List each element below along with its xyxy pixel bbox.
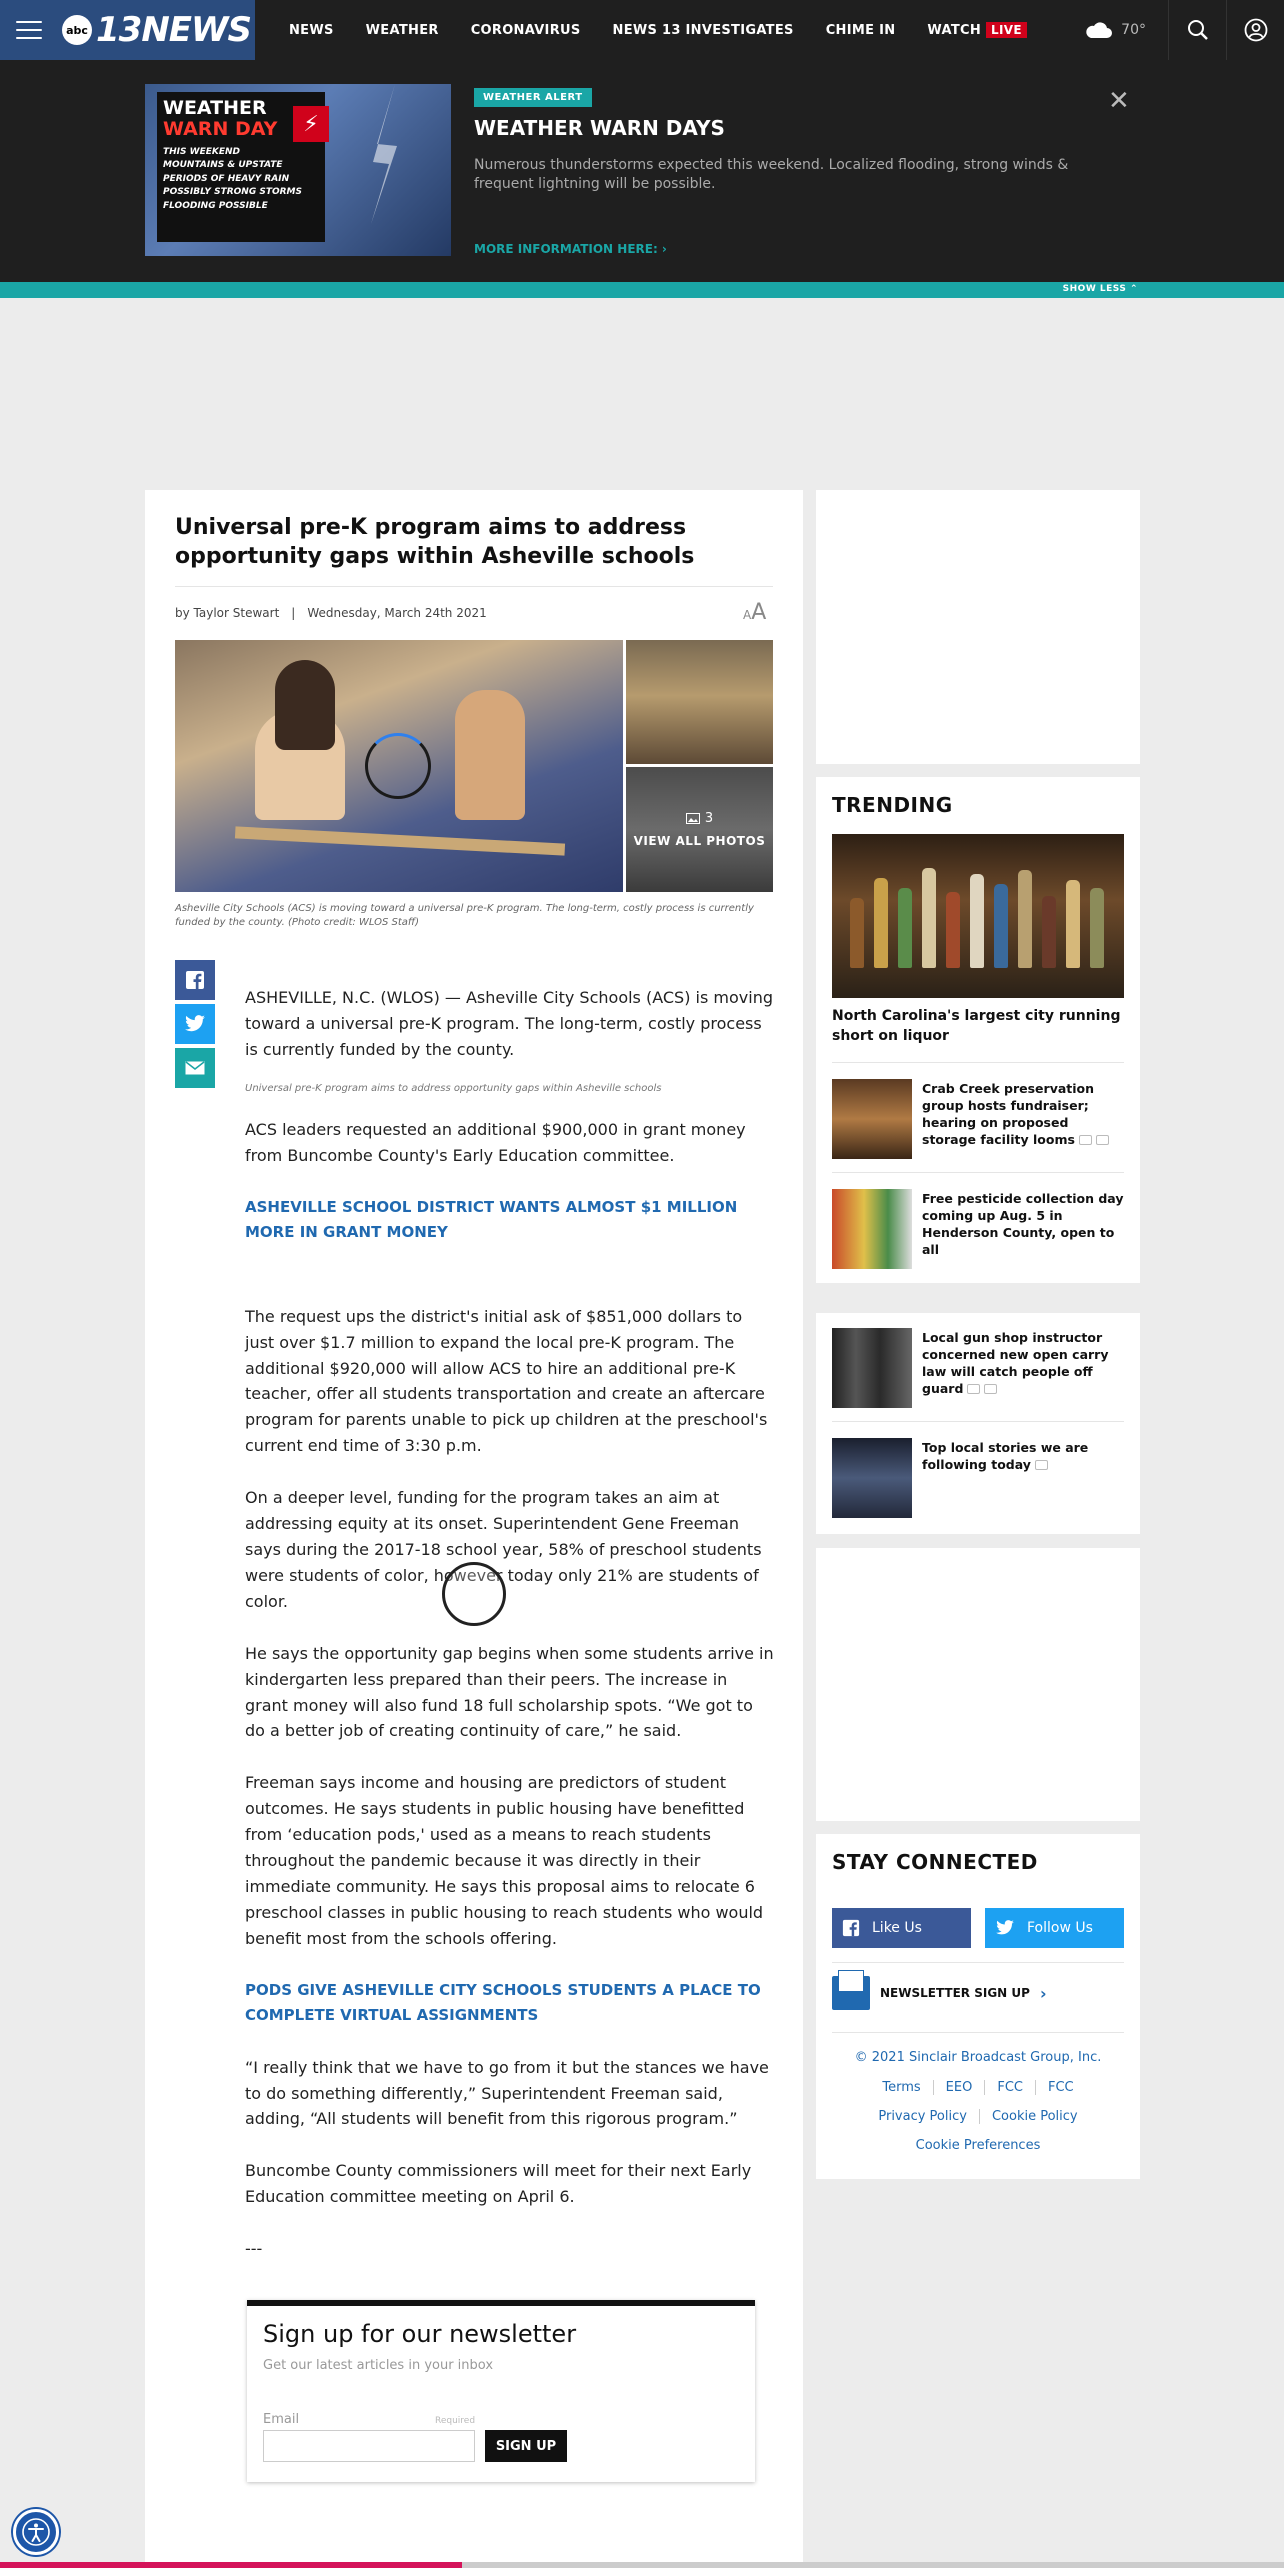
bottle-graphic (994, 884, 1008, 968)
nav-watch-label: WATCH (927, 22, 982, 38)
show-less-button[interactable]: SHOW LESS ⌃ (1062, 284, 1138, 294)
trending-widget (816, 777, 1140, 1534)
trending-hero-title[interactable]: North Carolina's largest city running short on liquor (832, 1008, 1121, 1044)
paragraph: On a deeper level, funding for the program takes an aim at addressing equity at its onset. Superintendent Gene Freeman says during the 2017-18 school year, 58% of preschool students were students of color, however today only 21% are students of color. (245, 1488, 762, 1611)
close-icon[interactable]: ✕ (1108, 86, 1130, 116)
trending-item[interactable] (832, 1189, 1124, 1269)
live-badge: LIVE (986, 22, 1027, 38)
envelope-icon (832, 1976, 870, 2010)
font-size-icon[interactable]: AA (743, 600, 767, 625)
photo-thumbnail[interactable] (626, 640, 773, 764)
video-icon (1079, 1135, 1092, 1145)
loading-spinner-icon (365, 733, 431, 799)
search-icon (1187, 19, 1209, 41)
twitter-icon (995, 1920, 1015, 1936)
paragraph: Buncombe County commissioners will meet for their next Early Education committee meeting on April 6. (245, 2161, 752, 2207)
newsletter-signup-label: NEWSLETTER SIGN UP (880, 1986, 1030, 2000)
warn-line: FLOODING POSSIBLE (163, 200, 268, 211)
video-icon (967, 1384, 980, 1394)
divider (175, 586, 773, 587)
alert-tag: WEATHER ALERT (474, 88, 592, 107)
photo-count-value: 3 (704, 811, 714, 826)
bottle-graphic (946, 892, 960, 968)
nav-chime-in[interactable]: CHIME IN (825, 22, 896, 38)
trending-item-title: Free pesticide collection day coming up Aug. 5 in Henderson County, open to all (922, 1191, 1124, 1257)
photo-icon (984, 1384, 997, 1394)
like-us-label: Like Us (872, 1920, 922, 1936)
cookie-policy-link[interactable]: Cookie Policy (991, 2109, 1078, 2124)
chevron-right-icon: › (1039, 1983, 1047, 2003)
like-us-button[interactable] (832, 1908, 971, 1948)
follow-us-label: Follow Us (1027, 1920, 1093, 1936)
cloud-icon (1083, 20, 1113, 40)
warn-title-1: WEATHER (163, 97, 267, 119)
loading-circle-icon (442, 1562, 506, 1626)
bottle-graphic (1042, 896, 1056, 968)
paragraph: “I really think that we have to go from it but the stances we have to do something differently,” Superintendent Freeman said, adding, “All students will benefit from this rigorous program.” (245, 2057, 769, 2129)
reading-progress-fill (0, 2562, 462, 2568)
inline-caption: Universal pre-K program aims to address opportunity gaps within Asheville schools (245, 1082, 662, 1094)
headline: Universal pre-K program aims to address opportunity gaps within Asheville schools (175, 515, 695, 569)
bottle-graphic (922, 868, 936, 968)
accessibility-button[interactable] (13, 2509, 59, 2555)
view-all-photos[interactable] (626, 767, 773, 892)
email-label: Email (263, 2412, 300, 2427)
trending-item-text: Top local stories we are following today (922, 1440, 1089, 1472)
nav-news[interactable]: NEWS (289, 22, 334, 38)
warn-line: POSSIBLY STRONG STORMS (163, 187, 302, 198)
ad-slot (816, 490, 1140, 764)
footer-links (832, 2080, 1124, 2095)
bottle-graphic (874, 878, 888, 968)
divider (832, 2032, 1124, 2033)
nav-weather[interactable]: WEATHER (365, 22, 439, 38)
trending-item-text: Local gun shop instructor concerned new open carry law will catch people off guard (922, 1330, 1109, 1396)
site-logo[interactable] (62, 10, 251, 50)
menu-icon[interactable] (16, 21, 42, 39)
related-link[interactable]: PODS GIVE ASHEVILLE CITY SCHOOLS STUDENTS A PLACE TO COMPLETE VIRTUAL ASSIGNMENTS (245, 1980, 761, 2025)
accessibility-icon (21, 2517, 51, 2547)
logo-text: 13NEWS (96, 10, 251, 50)
bottle-graphic (1018, 870, 1032, 968)
trending-item[interactable] (832, 1438, 1124, 1518)
photo-figure (455, 690, 525, 820)
eeo-link[interactable]: EEO (934, 2080, 986, 2095)
bottle-graphic (850, 898, 864, 968)
article (145, 490, 803, 2568)
bottle-graphic (1066, 880, 1080, 968)
twitter-icon (184, 1015, 206, 1033)
trending-thumbnail (832, 1328, 912, 1408)
photo-board (235, 826, 565, 855)
video-icon (1035, 1460, 1048, 1470)
share-email-button[interactable] (175, 1048, 215, 1088)
email-field[interactable] (263, 2430, 475, 2462)
newsletter-signup-link[interactable] (832, 1976, 1047, 2010)
nav-coronavirus[interactable]: CORONAVIRUS (470, 22, 581, 38)
paragraph: He says the opportunity gap begins when some students arrive in kindergarten less prepared than their peers. The increase in grant money will also fund 18 full scholarship spots. “We got to do a better job of creating continuity of care,” he said. (245, 1643, 774, 1741)
divider (832, 1172, 1124, 1173)
trending-item-title (922, 1330, 1124, 1398)
fcc-link[interactable]: FCC (985, 2080, 1036, 2095)
weather-widget[interactable] (1061, 0, 1168, 60)
email-icon (185, 1061, 205, 1075)
trending-thumbnail (832, 1079, 912, 1159)
cookie-preferences-link[interactable]: Cookie Preferences (915, 2138, 1041, 2153)
trending-item-title (922, 1081, 1124, 1149)
paragraph: --- (245, 2239, 263, 2259)
trending-item[interactable] (832, 1079, 1124, 1159)
stay-connected-title: STAY CONNECTED (832, 1850, 1038, 1874)
bottle-graphic (1090, 888, 1104, 968)
alert-more-link[interactable]: MORE INFORMATION HERE: › (474, 242, 667, 256)
sign-up-button[interactable]: SIGN UP (485, 2430, 567, 2462)
photo-caption: Asheville City Schools (ACS) is moving toward a universal pre-K program. The long-term, costly process is currently funded by the county. (Photo credit: WLOS Staff) (175, 903, 754, 928)
facebook-icon (185, 970, 205, 990)
trending-item[interactable] (832, 1328, 1124, 1408)
newsletter-title: Sign up for our newsletter (263, 2320, 577, 2348)
stay-connected-widget (816, 1834, 1140, 2179)
bolt-icon: ⚡ (293, 106, 329, 142)
section-gap (816, 1283, 1140, 1313)
article-body (245, 985, 775, 2288)
share-bar (175, 960, 215, 1088)
divider (832, 1421, 1124, 1422)
warn-line: MOUNTAINS & UPSTATE (163, 160, 283, 171)
user-icon (1244, 18, 1268, 42)
logo-block (0, 0, 255, 60)
publish-date: Wednesday, March 24th 2021 (307, 606, 487, 620)
bottle-graphic (898, 888, 912, 968)
show-less-bar (0, 282, 1284, 298)
facebook-icon (842, 1919, 860, 1937)
warn-list (163, 146, 319, 214)
warn-line: PERIODS OF HEAVY RAIN (163, 173, 290, 184)
paragraph: ACS leaders requested an additional $900,000 in grant money from Buncombe County's Early Education committee. (245, 1119, 746, 1165)
warn-day-box (157, 92, 325, 242)
trending-title: TRENDING (832, 793, 953, 817)
search-button[interactable] (1168, 0, 1226, 60)
share-twitter-button[interactable] (175, 1004, 215, 1044)
related-link[interactable]: ASHEVILLE SCHOOL DISTRICT WANTS ALMOST $1 MILLION MORE IN GRANT MONEY (245, 1197, 738, 1242)
author: by Taylor Stewart (175, 606, 280, 620)
photo-icon (1096, 1135, 1109, 1145)
alert-image[interactable] (145, 84, 451, 256)
photo-count (686, 811, 713, 826)
footer-links (832, 2138, 1124, 2153)
footer-links (832, 2109, 1124, 2124)
fcc-link[interactable]: FCC (1047, 2080, 1074, 2095)
required-label: Required (435, 2416, 476, 2426)
terms-link[interactable]: Terms (870, 2080, 933, 2095)
trending-hero-image[interactable] (832, 834, 1124, 998)
trending-thumbnail (832, 1189, 912, 1269)
bottle-graphic (970, 874, 984, 968)
trending-item-text: Crab Creek preservation group hosts fundraiser; hearing on proposed storage facility looms (922, 1081, 1095, 1147)
share-facebook-button[interactable] (175, 960, 215, 1000)
byline: by Taylor Stewart | Wednesday, March 24th 2021 (175, 606, 487, 620)
privacy-policy-link[interactable]: Privacy Policy (866, 2109, 980, 2124)
divider (832, 1062, 1124, 1063)
ad-slot (816, 1548, 1140, 1821)
paragraph: The request ups the district's initial ask of $851,000 dollars to just over $1.7 million to expand the local pre-K program. The additional $920,000 will allow ACS to hire an additional pre-K teacher, offer all students transportation and create an aftercare program for parents unable to pick up children at the preschool's current end time of 3:30 p.m. (245, 1306, 768, 1456)
follow-us-button[interactable] (985, 1908, 1124, 1948)
abc-logo-icon: abc (62, 15, 92, 45)
view-all-label: VIEW ALL PHOTOS (633, 834, 766, 848)
trending-item-title (922, 1440, 1124, 1474)
reading-progress-bar (0, 2562, 1284, 2568)
temperature: 70° (1121, 22, 1146, 38)
account-button[interactable] (1226, 0, 1284, 60)
paragraph: Freeman says income and housing are predictors of student outcomes. He says students in public housing have benefitted from ‘education pods,' used as a means to reach students throughout the pandemic because it was directly in their immediate community. He says this proposal aims to relocate 6 preschool classes in public housing to reach students who would benefit most from the schools offering. (245, 1773, 764, 1948)
warn-line: THIS WEEKEND (163, 146, 240, 157)
warn-title-2: WARN DAY (163, 117, 278, 140)
nav-investigates[interactable]: NEWS 13 INVESTIGATES (612, 22, 794, 38)
weather-alert-banner (0, 60, 1284, 282)
newsletter-signup-box (247, 2300, 755, 2482)
photo-figure (275, 660, 335, 750)
copyright: © 2021 Sinclair Broadcast Group, Inc. (854, 2050, 1102, 2065)
alert-description: Numerous thunderstorms expected this weekend. Localized flooding, strong winds & frequent lightning will be possible. (474, 157, 1069, 192)
trending-thumbnail (832, 1438, 912, 1518)
newsletter-subtitle: Get our latest articles in your inbox (263, 2358, 494, 2373)
site-header (0, 0, 1284, 60)
nav-watch[interactable] (911, 23, 1042, 38)
alert-title: WEATHER WARN DAYS (474, 116, 725, 140)
divider (832, 1962, 1124, 1963)
paragraph: ASHEVILLE, N.C. (WLOS) — Asheville City Schools (ACS) is moving toward a universal pre-K program. The long-term, costly process is currently funded by the county. (245, 988, 773, 1059)
main-nav (273, 23, 1061, 38)
photo-icon (686, 813, 700, 824)
